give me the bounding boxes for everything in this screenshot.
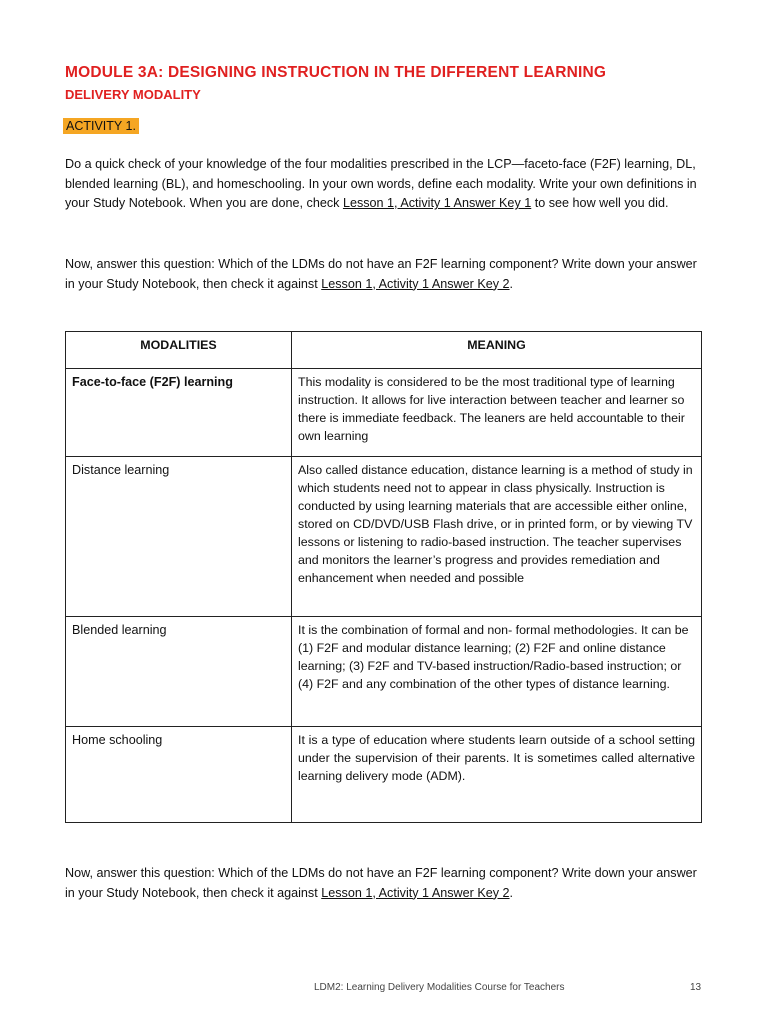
meaning-cell: Also called distance education, distance learning is a method of study in which students need not to appear in class physically. Instruction is conducted by using learning materials that are accessible either online, stored on CD/DVD/USB Flash drive, or in printed form, or by viewing TV lessons or listening to radio-based instruction. The teacher supervises and monitors the learner’s progress and provides remediation and enhancement when needed and possible bbox=[292, 457, 702, 617]
module-title: MODULE 3A: DESIGNING INSTRUCTION IN THE DIFFERENT LEARNING bbox=[65, 64, 607, 81]
activity-label: ACTIVITY 1. bbox=[63, 118, 139, 134]
modality-cell: Home schooling bbox=[66, 727, 292, 823]
question-paragraph-2 bbox=[65, 864, 705, 903]
table-row bbox=[66, 369, 702, 457]
header-modalities: MODALITIES bbox=[66, 332, 292, 369]
meaning-cell: It is a type of education where students learn outside of a school setting under the supervision of their parents. It is sometimes called alternative learning delivery mode (ADM). bbox=[292, 727, 702, 823]
paragraph-text-end: . bbox=[509, 885, 514, 900]
instruction-paragraph-1 bbox=[65, 155, 705, 214]
modality-cell: Blended learning bbox=[66, 617, 292, 727]
answer-key-1-link[interactable]: Lesson 1, Activity 1 Answer Key 1 bbox=[342, 196, 532, 210]
question-paragraph-1 bbox=[65, 255, 705, 294]
table-header-row bbox=[66, 332, 702, 369]
answer-key-2-link[interactable]: Lesson 1, Activity 1 Answer Key 2 bbox=[321, 885, 510, 900]
modality-cell: Distance learning bbox=[66, 457, 292, 617]
modality-cell: Face-to-face (F2F) learning bbox=[66, 369, 292, 457]
table-row bbox=[66, 457, 702, 617]
meaning-cell: This modality is considered to be the most traditional type of learning instruction. It allows for live interaction between teacher and learner so there is immediate feedback. The leaners are held accountable to their own learning bbox=[292, 369, 702, 457]
meaning-cell: It is the combination of formal and non- formal methodologies. It can be (1) F2F and modular distance learning; (2) F2F and online distance learning; (3) F2F and TV-based instruction/Radio-based instruction; or (4) F2F and any combination of the other types of distance learning. bbox=[292, 617, 702, 727]
header-meaning: MEANING bbox=[292, 332, 702, 369]
answer-key-2-link[interactable]: Lesson 1, Activity 1 Answer Key 2 bbox=[321, 276, 510, 291]
module-subtitle: DELIVERY MODALITY bbox=[65, 87, 201, 102]
paragraph-text: Do a quick check of your knowledge of the four modalities prescribed in the LCP—faceto-face (F2F) learning, DL, blended learning (BL), and homeschooling. In your own words, define each modality. Write your own definitions in your Study Notebook. When you are done, check bbox=[65, 157, 697, 210]
paragraph-text: Now, answer this question: Which of the LDMs do not have an F2F learning component? Write down your answer in your Study Notebook, then check it against bbox=[65, 257, 697, 291]
table-row bbox=[66, 617, 702, 727]
table-row bbox=[66, 727, 702, 823]
paragraph-text-end: to see how well you did. bbox=[531, 196, 669, 210]
paragraph-text: Now, answer this question: Which of the LDMs do not have an F2F learning component? Write down your answer in your Study Notebook, then check it against bbox=[65, 866, 697, 900]
page-number: 13 bbox=[690, 982, 702, 993]
footer-course-title: LDM2: Learning Delivery Modalities Course for Teachers bbox=[314, 982, 565, 993]
modalities-table bbox=[65, 331, 702, 823]
paragraph-text-end: . bbox=[509, 276, 514, 291]
